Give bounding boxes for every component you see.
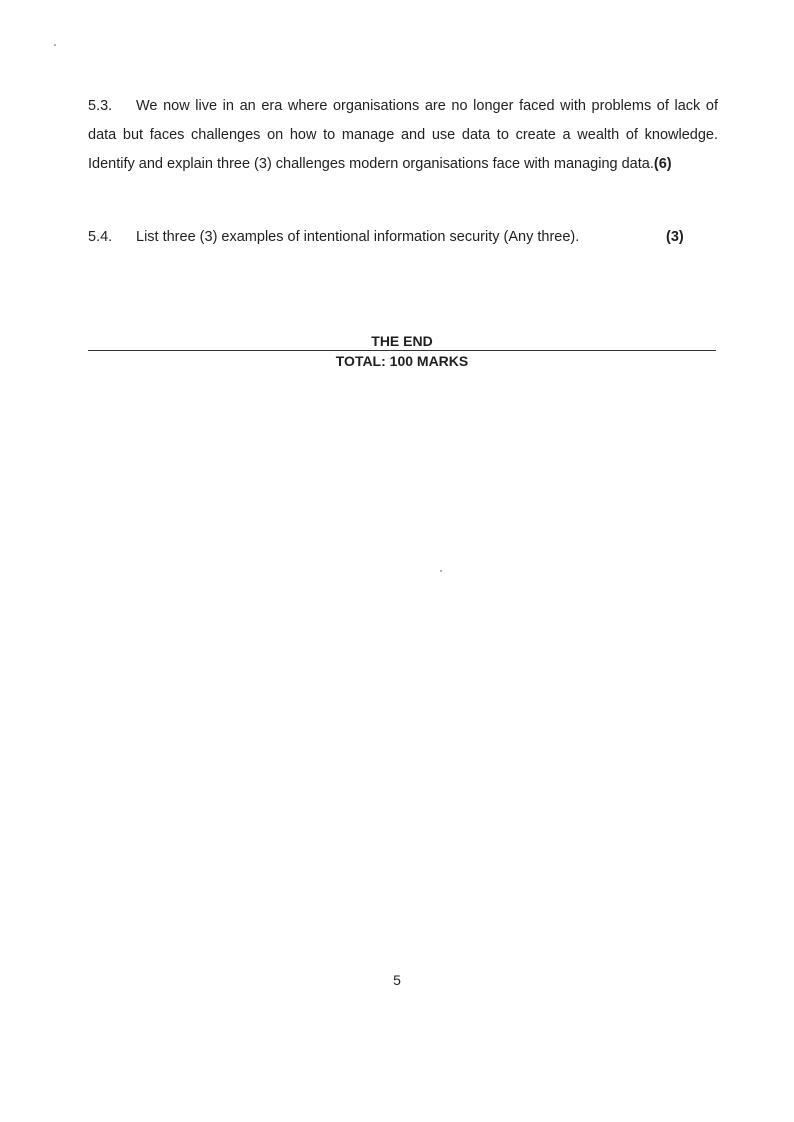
question-5-3	[88, 92, 718, 179]
the-end-label: THE END	[371, 333, 433, 349]
divider-rule	[88, 350, 716, 351]
end-block	[88, 332, 716, 370]
question-5-4	[88, 223, 718, 252]
page-number: 5	[393, 972, 401, 988]
question-marks: (3)	[666, 229, 684, 245]
question-marks: (6)	[653, 156, 672, 172]
question-text-line: We now live in an era where organisations are no longer faced with problems of lack of	[136, 98, 718, 114]
total-marks-label: TOTAL: 100 MARKS	[335, 353, 469, 369]
scan-speck	[54, 44, 56, 46]
question-text: List three (3) examples of intentional information security (Any three).	[136, 229, 580, 245]
question-number: 5.3.	[88, 98, 113, 114]
question-text-line: data but faces challenges on how to manage and use data to create a wealth of knowledge.	[88, 127, 718, 143]
scan-speck	[440, 570, 442, 572]
question-number: 5.4.	[88, 229, 113, 245]
question-text-line: Identify and explain three (3) challenges modern organisations face with managing data.	[88, 156, 654, 172]
